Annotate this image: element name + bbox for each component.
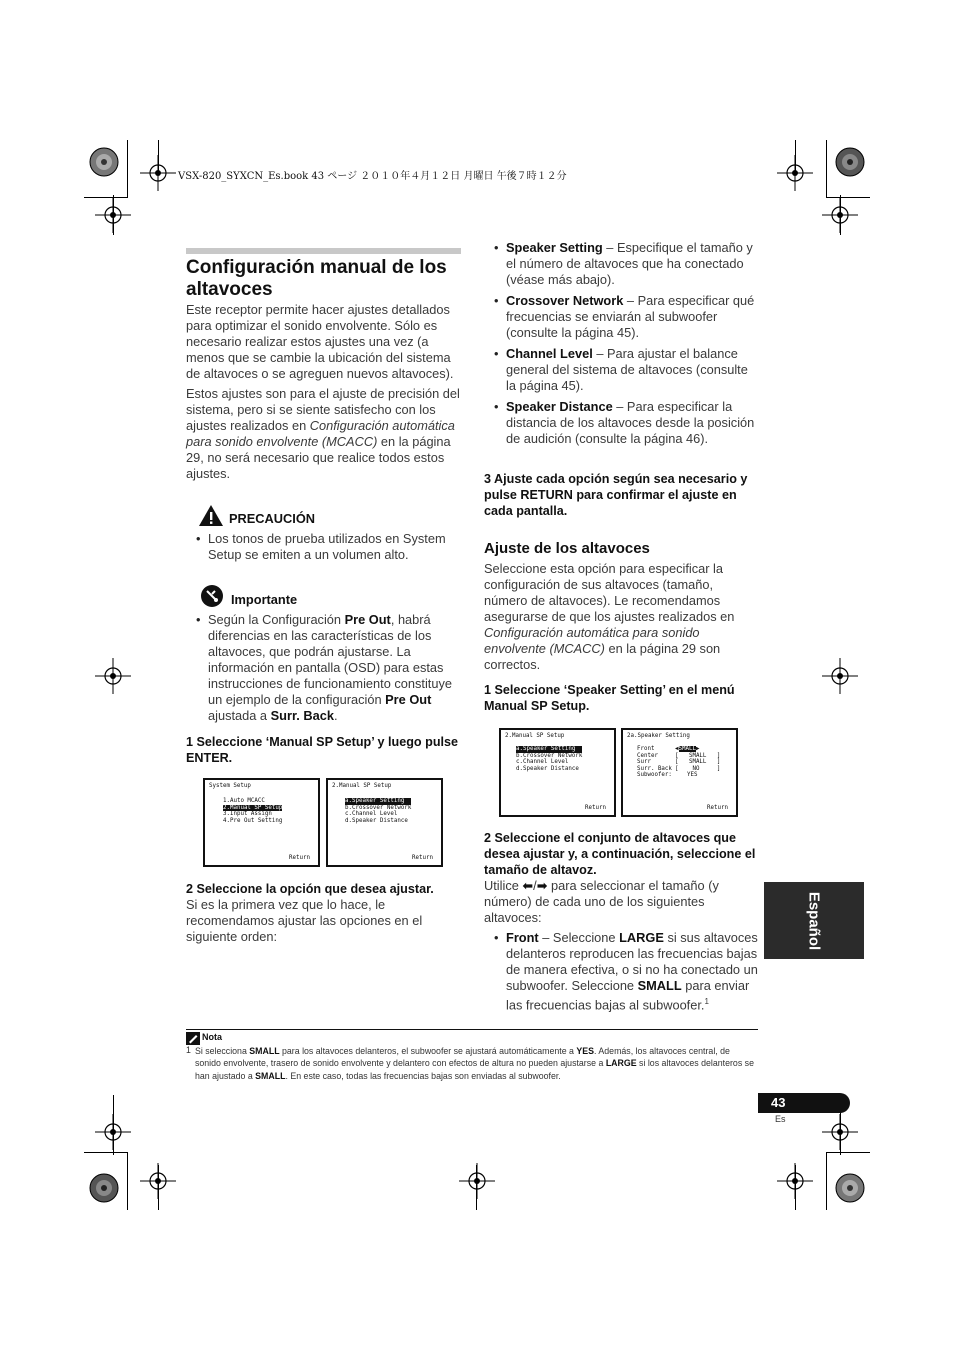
page-number-badge bbox=[758, 1093, 850, 1113]
step-2-text: Si es la primera vez que lo hace, le recomendamos ajustar las opciones en el siguiente orden: bbox=[186, 897, 423, 944]
crosshair-icon bbox=[95, 197, 131, 233]
crosshair-icon bbox=[822, 658, 858, 694]
footnote-text: Si selecciona SMALL para los altavoces delanteros, el subwoofer se ajustará automáticamente a YES. Además, los altavoces central, de sonido envolvente, trasero de sonido envolvente y delantero con efectos de altura no pueden ajustarse a LARGE si los altavoces delanteros se han ajustado a SMALL. En este caso, todas las frecuencias bajas son enviadas al subwoofer. bbox=[195, 1046, 754, 1081]
crosshair-icon bbox=[777, 1163, 813, 1199]
note-num: 1 bbox=[186, 1045, 191, 1055]
note-icon bbox=[186, 1032, 200, 1045]
option-crossover-network: • Crossover Network – Para especificar qué frecuencias se enviarán al subwoofer (consulte la página 45). bbox=[484, 293, 758, 341]
crosshair-icon bbox=[822, 197, 858, 233]
step-r1-heading: 1 Seleccione ‘Speaker Setting’ en el menú Manual SP Setup. bbox=[484, 683, 735, 713]
osd-return: Return bbox=[412, 855, 433, 862]
crosshair-icon bbox=[95, 658, 131, 694]
crosshair-icon bbox=[459, 1163, 495, 1199]
osd-manual-sp-setup-2 bbox=[499, 728, 616, 817]
option-channel-level: • Channel Level – Para ajustar el balance general del sistema de altavoces (consulte la página 45). bbox=[484, 346, 758, 394]
crosshair-icon bbox=[777, 155, 813, 191]
osd-row-label: Front bbox=[637, 746, 655, 752]
osd-item: 1.Auto MCACC bbox=[223, 798, 265, 804]
osd-return: Return bbox=[289, 855, 310, 862]
important-item: • Según la Configuración Pre Out, habrá diferencias en las características de los altavoces, que podrán ajustarse. La información en pantalla (OSD) para estas instrucciones de funcionamiento constituye un ejemplo de la configuración Pre Out ajustada a Surr. Back. bbox=[186, 612, 462, 724]
subsection-title: Ajuste de los altavoces bbox=[484, 540, 650, 557]
step-1-heading: 1 Seleccione ‘Manual SP Setup’ y luego pulse ENTER. bbox=[186, 735, 459, 765]
language-side-tab bbox=[764, 882, 864, 959]
left-arrow-icon: ⬅ bbox=[522, 878, 534, 893]
speaker-front-item: • Front – Seleccione LARGE si sus altavoces delanteros reproducen las frecuencias bajas de manera efectiva, o si no ha conectado un subwoofer. Seleccione SMALL para enviar las frecuencias bajas al subwoofer.$^1$ bbox=[484, 930, 758, 1013]
crosshair-icon bbox=[140, 1163, 176, 1199]
step-r2-heading: 2 Seleccione el conjunto de altavoces que desea ajustar y, a continuación, seleccione el tamaño de altavoz. bbox=[484, 831, 756, 877]
note-rule bbox=[186, 1029, 758, 1030]
intro-text bbox=[186, 302, 462, 486]
step-2-heading: 2 Seleccione la opción que desea ajustar. bbox=[186, 882, 434, 896]
osd-row-label: Subwoofer: bbox=[637, 772, 672, 779]
osd-title: 2.Manual SP Setup bbox=[505, 733, 565, 739]
osd-title: 2.Manual SP Setup bbox=[332, 783, 392, 789]
registration-circle-icon bbox=[88, 146, 120, 178]
osd-row-label: Surr bbox=[637, 759, 651, 766]
caution-item: • Los tonos de prueba utilizados en System Setup se emiten a un volumen alto. bbox=[186, 531, 462, 563]
registration-circle-icon bbox=[834, 146, 866, 178]
language-tab-label: Español bbox=[805, 891, 823, 950]
crosshair-icon bbox=[140, 155, 176, 191]
intro-paragraph-1: Este receptor permite hacer ajustes detallados para optimizar el sonido envolvente. Sólo es necesario realizar estos ajustes una vez (a menos que se cambie la ubicación del sistema de altavoces o se agreguen nuevos altavoces). bbox=[186, 302, 454, 381]
osd-row-value: [ SMALL ] bbox=[675, 752, 721, 759]
speaker-list bbox=[484, 930, 758, 1018]
osd-row-value: YES bbox=[687, 772, 698, 779]
caution-title: PRECAUCIÓN bbox=[229, 511, 316, 526]
osd-item: d.Speaker Distance bbox=[516, 765, 579, 772]
osd-row-label: Center bbox=[637, 752, 658, 759]
osd-item-selected: 2.Manual SP Setup bbox=[223, 804, 283, 811]
osd-row-label: Surr. Back bbox=[637, 765, 672, 772]
osd-item: d.Speaker Distance bbox=[345, 817, 408, 824]
registration-circle-icon bbox=[834, 1172, 866, 1204]
section-title: Configuración manual de los altavoces bbox=[186, 257, 447, 300]
options-list bbox=[484, 240, 758, 452]
note-title: Nota bbox=[202, 1032, 222, 1042]
file-info-header: VSX-820_SYXCN_Es.book 43 ページ ２０１０年４月１２日 月曜日 午後７時１２分 bbox=[178, 171, 567, 182]
option-speaker-distance: • Speaker Distance – Para especificar la distancia de los altavoces desde la posición de audición (consulte la página 46). bbox=[484, 399, 758, 447]
osd-item: 3.Input Assign bbox=[223, 811, 272, 818]
osd-system-setup bbox=[203, 778, 320, 867]
step-r2-text: Utilice ⬅/➡ para seleccionar el tamaño (y número) de cada uno de los siguientes altavoces: bbox=[484, 878, 719, 925]
osd-return: Return bbox=[707, 805, 728, 812]
crosshair-icon bbox=[95, 1114, 131, 1150]
osd-row-value: [ NO ] bbox=[675, 765, 721, 772]
osd-speaker-setting bbox=[621, 728, 738, 817]
page-language: Es bbox=[775, 1114, 786, 1124]
osd-row-value: [ SMALL ] bbox=[675, 759, 721, 766]
warning-icon bbox=[198, 504, 224, 527]
page-number: 43 bbox=[771, 1095, 786, 1110]
registration-circle-icon bbox=[88, 1172, 120, 1204]
osd-row-value-selected: ◀SMALL▶ bbox=[675, 746, 700, 752]
crosshair-icon bbox=[822, 1114, 858, 1150]
important-icon bbox=[200, 584, 224, 608]
right-arrow-icon: ➡ bbox=[536, 878, 548, 893]
osd-item: c.Channel Level bbox=[345, 811, 398, 818]
option-speaker-setting: • Speaker Setting – Especifique el tamaño y el número de altavoces que ha conectado (véase más abajo). bbox=[484, 240, 758, 288]
osd-item-selected: a.Speaker Setting bbox=[516, 746, 582, 753]
title-rule bbox=[186, 248, 461, 254]
osd-item: c.Channel Level bbox=[516, 759, 569, 766]
osd-item: b.Crossover Network bbox=[516, 752, 583, 759]
caution-list bbox=[186, 531, 462, 568]
subsection-text: Seleccione esta opción para especificar la configuración de sus altavoces (tamaño, número de altavoces). Le recomendamos asegurarse de que los ajustes realizados en Configuración automática para sonido envolvente (MCACC) en la página 29 son correctos. bbox=[484, 561, 735, 672]
intro-paragraph-2: Estos ajustes son para el ajuste de precisión del sistema, pero si se siente satisfecho con los ajustes realizados en Configuración automática para sonido envolvente (MCACC) en la página 29, no será necesario que realice todos estos ajustes. bbox=[186, 386, 460, 481]
osd-title: 2a.Speaker Setting bbox=[627, 733, 690, 739]
osd-item-selected: a.Speaker Setting bbox=[345, 798, 411, 805]
osd-manual-sp-setup bbox=[326, 778, 443, 867]
osd-item: b.Crossover Network bbox=[345, 804, 412, 811]
osd-return: Return bbox=[585, 805, 606, 812]
important-list bbox=[186, 612, 462, 729]
important-title: Importante bbox=[231, 592, 298, 607]
step-3-heading: 3 Ajuste cada opción según sea necesario y pulse RETURN para confirmar el ajuste en cada pantalla. bbox=[484, 472, 748, 518]
osd-title: System Setup bbox=[209, 783, 251, 789]
osd-item: 4.Pre Out Setting bbox=[223, 817, 283, 824]
